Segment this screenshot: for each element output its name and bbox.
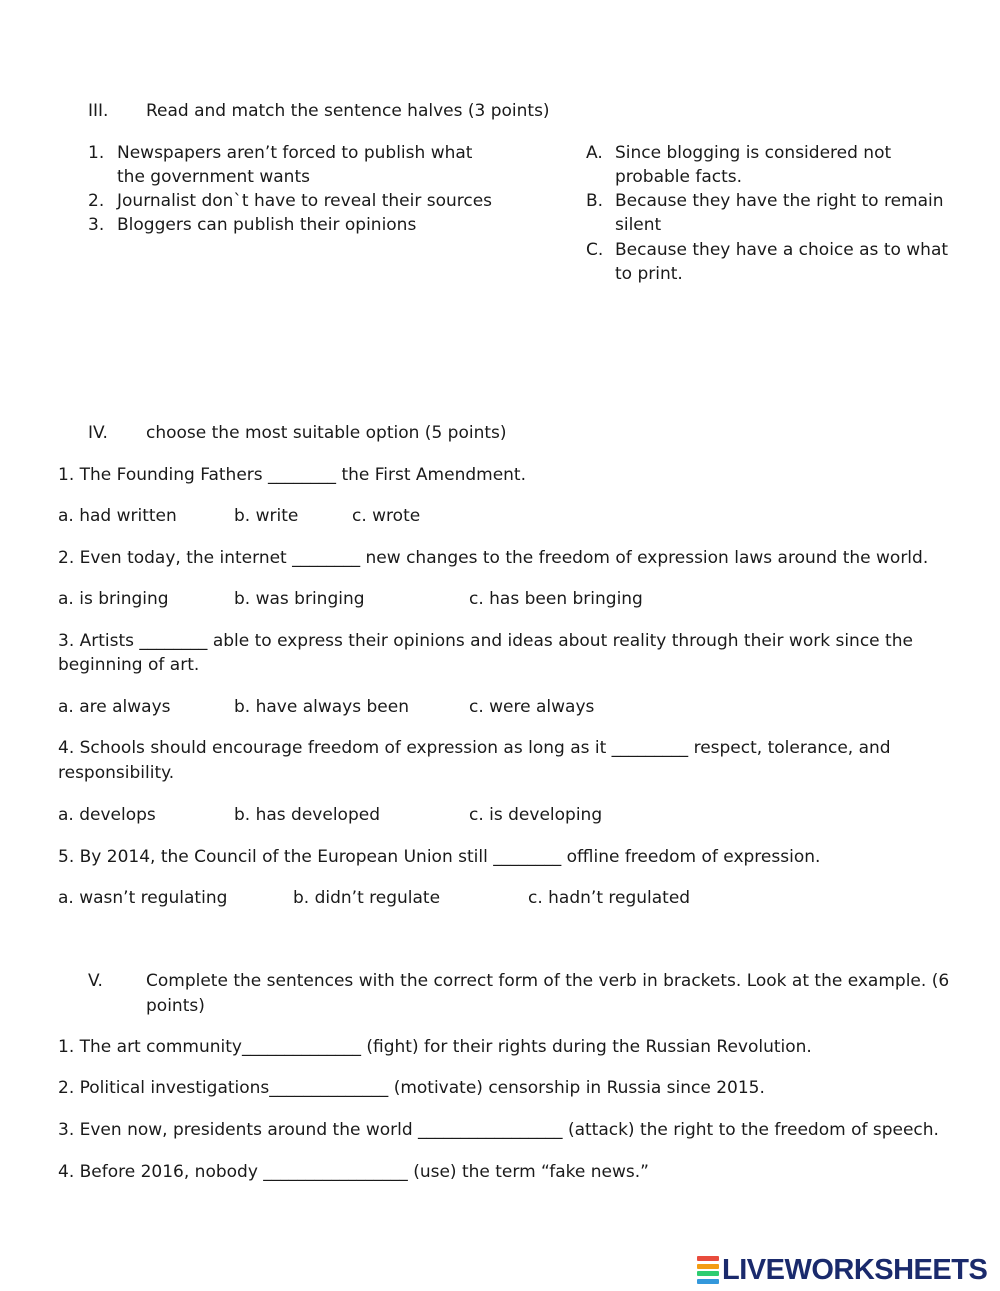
match-right-letter: B. — [586, 191, 604, 211]
match-left-text: Newspapers aren’t forced to publish what — [117, 143, 473, 163]
logo-bar — [697, 1256, 719, 1261]
question-1-option-b[interactable]: b. write — [234, 506, 299, 526]
section-4-title: choose the most suitable option (5 points) — [146, 423, 507, 443]
question-5-option-c[interactable]: c. hadn’t regulated — [528, 888, 691, 908]
question-4-option-a[interactable]: a. develops — [58, 805, 156, 825]
match-right-text: Since blogging is considered not — [615, 143, 892, 163]
match-right-text: Because they have a choice as to what — [615, 240, 949, 260]
logo-icon — [697, 1256, 719, 1284]
question-2-text: 2. Even today, the internet ________ new changes to the freedom of expression laws around the world. — [58, 548, 929, 568]
question-5-option-a[interactable]: a. wasn’t regulating — [58, 888, 228, 908]
question-4-option-b[interactable]: b. has developed — [234, 805, 380, 825]
question-3-option-c[interactable]: c. were always — [469, 697, 595, 717]
fill-item-2[interactable]: 2. Political investigations______________ (motivate) censorship in Russia since 2015. — [58, 1078, 765, 1098]
question-3-text: 3. Artists ________ able to express their opinions and ideas about reality through their work since the — [58, 631, 913, 651]
match-left-number: 3. — [88, 215, 105, 235]
match-left-text: Journalist don`t have to reveal their sources — [117, 191, 493, 211]
section-5-title: Complete the sentences with the correct form of the verb in brackets. Look at the example. (6 — [146, 971, 950, 991]
fill-item-3[interactable]: 3. Even now, presidents around the world _________________ (attack) the right to the freedom of speech. — [58, 1120, 939, 1140]
section-4-numeral: IV. — [88, 423, 108, 443]
match-right-text: to print. — [615, 264, 683, 284]
question-2-option-a[interactable]: a. is bringing — [58, 589, 169, 609]
match-left-number: 2. — [88, 191, 105, 211]
match-right-letter: A. — [586, 143, 603, 163]
match-right-text: probable facts. — [615, 167, 743, 187]
match-right-text: Because they have the right to remain — [615, 191, 944, 211]
match-right-letter: C. — [586, 240, 604, 260]
question-3-text-cont: beginning of art. — [58, 655, 200, 675]
section-3-title: Read and match the sentence halves (3 points) — [146, 101, 550, 121]
section-5-numeral: V. — [88, 971, 103, 991]
match-left-text: the government wants — [117, 167, 310, 187]
match-left-number: 1. — [88, 143, 105, 163]
logo-bar — [697, 1264, 719, 1269]
logo-bar — [697, 1279, 719, 1284]
question-2-option-c[interactable]: c. has been bringing — [469, 589, 643, 609]
fill-item-1[interactable]: 1. The art community______________ (fight) for their rights during the Russian Revolution. — [58, 1037, 812, 1057]
question-1-text: 1. The Founding Fathers ________ the First Amendment. — [58, 465, 526, 485]
question-2-option-b[interactable]: b. was bringing — [234, 589, 365, 609]
logo-text: LIVEWORKSHEETS — [722, 1254, 988, 1286]
question-5-text: 5. By 2014, the Council of the European Union still ________ offline freedom of expression. — [58, 847, 821, 867]
question-1-option-a[interactable]: a. had written — [58, 506, 177, 526]
logo-bar — [697, 1271, 719, 1276]
fill-item-4[interactable]: 4. Before 2016, nobody _________________ (use) the term “fake news.” — [58, 1162, 649, 1182]
question-4-text: 4. Schools should encourage freedom of expression as long as it _________ respect, tolerance, and — [58, 738, 891, 758]
section-3-numeral: III. — [88, 101, 109, 121]
match-right-text: silent — [615, 215, 662, 235]
question-5-option-b[interactable]: b. didn’t regulate — [293, 888, 441, 908]
match-left-text: Bloggers can publish their opinions — [117, 215, 417, 235]
question-4-option-c[interactable]: c. is developing — [469, 805, 603, 825]
question-3-option-a[interactable]: a. are always — [58, 697, 171, 717]
question-4-text-cont: responsibility. — [58, 763, 175, 783]
question-3-option-b[interactable]: b. have always been — [234, 697, 409, 717]
section-5-title-cont: points) — [146, 996, 205, 1016]
liveworksheets-logo — [697, 1255, 987, 1285]
question-1-option-c[interactable]: c. wrote — [352, 506, 421, 526]
